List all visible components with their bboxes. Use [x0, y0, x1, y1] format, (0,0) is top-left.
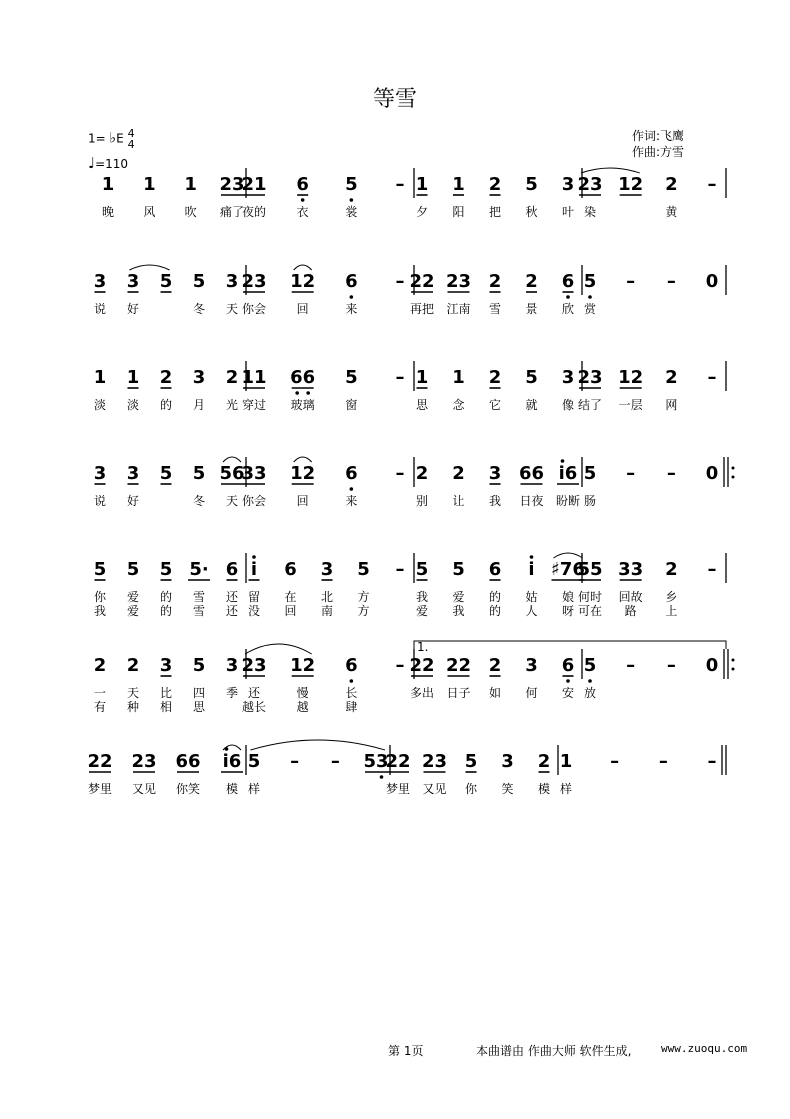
note: – — [610, 751, 620, 772]
note: – — [626, 655, 636, 676]
lyric: 比 — [159, 686, 173, 700]
note: 1 — [559, 751, 573, 772]
note: 5· — [189, 559, 209, 580]
low-octave-dot — [350, 679, 354, 683]
lyric: 别 — [415, 494, 429, 508]
lyric: 像 — [561, 398, 575, 412]
note: 5 — [525, 367, 538, 388]
note: i6 — [222, 751, 242, 772]
lyric: 吹 — [184, 205, 197, 219]
high-octave-dot — [252, 555, 256, 559]
note: – — [666, 463, 676, 484]
note: 1 — [415, 174, 429, 195]
note: 2 — [488, 174, 502, 195]
note: 5 — [159, 559, 173, 580]
lyric: 雪 — [192, 590, 206, 604]
lyric: 模 — [537, 782, 551, 796]
lyric: 穿过 — [241, 398, 267, 412]
lyric: 再把 — [409, 302, 435, 316]
lyric: 天 — [126, 686, 140, 700]
page-number: 第 1页 — [388, 1044, 424, 1058]
note: – — [626, 463, 636, 484]
lyric: 安 — [561, 686, 575, 700]
lyric: 种 — [126, 700, 140, 714]
score-title: 等雪 — [372, 87, 417, 112]
lyric: 冬 — [192, 494, 206, 508]
lyric: 在 — [284, 590, 297, 604]
note: – — [395, 463, 405, 484]
lyric: 还 — [225, 590, 239, 604]
low-octave-dot — [566, 679, 570, 683]
low-octave-dot — [380, 775, 384, 779]
slur — [251, 740, 386, 750]
note: 22 — [445, 655, 472, 676]
lyric: 相 — [159, 700, 173, 714]
lyric: 姑 — [525, 590, 538, 604]
lyric: 黄 — [665, 205, 678, 219]
note: 12 — [290, 655, 316, 676]
note: 22 — [409, 655, 435, 676]
lyric: 梦里 — [385, 782, 411, 796]
lyric: 模 — [225, 782, 239, 796]
lyric: 爱 — [126, 604, 140, 618]
note: 5 — [583, 463, 597, 484]
note: 66 — [518, 463, 545, 484]
lyric: 方 — [357, 604, 370, 618]
lyric: 回故 — [618, 590, 643, 604]
note: 3 — [561, 174, 575, 195]
lyric: 来 — [345, 494, 358, 508]
note: 1 — [415, 367, 429, 388]
note: 2 — [537, 751, 551, 772]
note: 3 — [488, 463, 502, 484]
note: – — [707, 751, 717, 772]
low-octave-dot — [350, 295, 354, 299]
note: 3 — [159, 655, 173, 676]
lyric: 越 — [296, 700, 309, 714]
note: 56 — [219, 463, 245, 484]
note: 23 — [421, 751, 448, 772]
note: 23 — [219, 174, 245, 195]
note: 66 — [290, 367, 316, 388]
note: 12 — [618, 367, 644, 388]
lyric: 还 — [225, 604, 239, 618]
lyric: 它 — [488, 398, 502, 412]
lyric: 念 — [452, 398, 465, 412]
lyric: 如 — [488, 686, 502, 700]
note: 6 — [488, 559, 502, 580]
note: 5 — [192, 463, 206, 484]
lyric: 雪 — [192, 604, 206, 618]
lyric: 慢 — [296, 686, 309, 700]
lyric: 何 — [525, 686, 538, 700]
low-octave-dot — [350, 198, 354, 202]
note: 5 — [192, 655, 206, 676]
key-tonic: E — [116, 131, 124, 146]
lyric: 样 — [559, 782, 573, 796]
note: – — [395, 655, 405, 676]
lyric: 说 — [93, 302, 107, 316]
repeat-dot — [732, 659, 735, 662]
note: i — [250, 559, 258, 580]
slur — [581, 168, 640, 173]
note: – — [707, 174, 717, 195]
lyric: 呀 — [561, 604, 575, 618]
note: 5 — [345, 367, 358, 388]
note: – — [707, 367, 717, 388]
note: 23 — [577, 174, 603, 195]
lyric: 上 — [665, 604, 678, 618]
lyric: 娘 — [561, 590, 575, 604]
note: 2 — [665, 367, 678, 388]
lyric: 我 — [488, 494, 502, 508]
note: 2 — [488, 271, 502, 292]
key-prefix: 1= — [88, 131, 106, 146]
high-octave-dot — [530, 555, 534, 559]
lyric: 把 — [488, 205, 502, 219]
note: – — [395, 271, 405, 292]
lyric: 冬 — [192, 302, 206, 316]
note: ♯76 — [551, 559, 585, 580]
lyric: 说 — [93, 494, 107, 508]
slur — [245, 644, 312, 654]
low-octave-dot — [306, 391, 310, 395]
low-octave-dot — [295, 391, 299, 395]
note: 2 — [159, 367, 173, 388]
lyric: 盼断 — [555, 494, 581, 508]
tempo-value: =110 — [95, 157, 129, 171]
note: 6 — [225, 559, 239, 580]
note: 11 — [241, 367, 267, 388]
lyric: 季 — [225, 686, 239, 700]
lyric: 我 — [93, 604, 107, 618]
note: – — [666, 655, 676, 676]
note: i6 — [558, 463, 578, 484]
lyric: 你会 — [241, 302, 267, 316]
note: 1 — [101, 174, 115, 195]
note: 6 — [345, 271, 358, 292]
lyric: 窗 — [345, 398, 358, 412]
note: – — [395, 367, 405, 388]
lyric: 好 — [126, 302, 140, 316]
lyric: 回 — [296, 494, 309, 508]
note: 6 — [296, 174, 309, 195]
lyric: 思 — [415, 398, 429, 412]
lyric: 人 — [525, 604, 538, 618]
lyric: 淡 — [126, 398, 140, 412]
note: 5 — [93, 559, 107, 580]
lyric: 染 — [583, 205, 597, 219]
lyric: 多出 — [409, 686, 435, 700]
lyric: 的 — [488, 604, 502, 618]
note: – — [658, 751, 668, 772]
note: 3 — [320, 559, 334, 580]
lyric: 让 — [452, 494, 465, 508]
low-octave-dot — [301, 198, 305, 202]
lyric: 风 — [143, 205, 156, 219]
generator-credit: 本曲谱由 作曲大师 软件生成, — [476, 1044, 632, 1058]
note: i — [528, 559, 535, 580]
note: 23 — [241, 271, 267, 292]
lyric: 衣 — [296, 205, 309, 219]
note: – — [707, 559, 717, 580]
note: 5 — [415, 559, 429, 580]
slur — [223, 457, 241, 462]
repeat-dot — [732, 476, 735, 479]
flat-icon: ♭ — [109, 130, 117, 147]
lyric: 南 — [320, 604, 334, 618]
lyric: 裳 — [345, 205, 358, 219]
lyric: 我 — [452, 604, 465, 618]
lyric: 叶 — [561, 205, 575, 219]
low-octave-dot — [350, 487, 354, 491]
note: 1 — [126, 367, 140, 388]
lyric: 笑 — [501, 782, 514, 796]
note: 2 — [488, 367, 502, 388]
note: – — [290, 751, 300, 772]
note: 5 — [452, 559, 465, 580]
lyric: 一层 — [618, 398, 643, 412]
lyricist: 作词:飞鹰 — [632, 129, 685, 143]
note: 2 — [665, 174, 678, 195]
slur — [130, 265, 170, 270]
lyric: 的 — [159, 604, 173, 618]
note: 53 — [363, 751, 389, 772]
note: 12 — [290, 463, 316, 484]
lyric: 夜的 — [241, 205, 267, 219]
note: 5 — [583, 655, 597, 676]
lyric: 你 — [464, 782, 478, 796]
lyric: 可在 — [577, 604, 603, 618]
note: – — [626, 271, 636, 292]
note: 33 — [618, 559, 644, 580]
lyric: 就 — [525, 398, 538, 412]
note: 55 — [577, 559, 603, 580]
note: 23 — [577, 367, 603, 388]
lyric: 爱 — [415, 604, 429, 618]
lyric: 晚 — [101, 205, 115, 219]
note: – — [395, 559, 405, 580]
lyric: 方 — [357, 590, 370, 604]
lyric: 阳 — [452, 205, 465, 219]
note: 22 — [409, 271, 435, 292]
note: 0 — [705, 655, 719, 676]
note: 6 — [345, 655, 358, 676]
lyric: 月 — [192, 398, 206, 412]
note: 1 — [93, 367, 107, 388]
note: 6 — [345, 463, 358, 484]
lyric: 没 — [247, 604, 261, 618]
volta-label: 1. — [417, 640, 429, 654]
note: 22 — [87, 751, 113, 772]
quarter-note-icon: ♩ — [88, 154, 96, 172]
note: – — [395, 174, 405, 195]
note: 23 — [445, 271, 472, 292]
lyric: 赏 — [583, 302, 597, 316]
note: 3 — [225, 655, 239, 676]
lyric: 的 — [488, 590, 502, 604]
note: 2 — [488, 655, 502, 676]
note: 33 — [241, 463, 267, 484]
lyric: 肠 — [583, 494, 597, 508]
low-octave-dot — [588, 679, 592, 683]
lyric: 长 — [345, 686, 358, 700]
lyric: 思 — [192, 700, 206, 714]
lyric: 肆 — [345, 700, 358, 714]
note: 3 — [192, 367, 206, 388]
note: 22 — [385, 751, 411, 772]
repeat-dot — [732, 467, 735, 470]
lyric: 结了 — [577, 398, 603, 412]
note: 23 — [131, 751, 157, 772]
lyric: 乡 — [665, 590, 678, 604]
note: 5 — [159, 463, 173, 484]
lyric: 你 — [93, 590, 107, 604]
lyric: 爱 — [126, 590, 140, 604]
note: 2 — [665, 559, 678, 580]
low-octave-dot — [566, 295, 570, 299]
note: 3 — [501, 751, 514, 772]
note: 2 — [225, 367, 239, 388]
lyric: 日子 — [446, 686, 471, 700]
note: 2 — [93, 655, 107, 676]
note: 12 — [290, 271, 316, 292]
note: 3 — [561, 367, 575, 388]
time-top: 4 — [127, 127, 135, 140]
lyric: 北 — [320, 590, 334, 604]
note: 12 — [618, 174, 644, 195]
lyric: 景 — [525, 302, 538, 316]
lyric: 路 — [624, 604, 637, 618]
lyric: 我 — [415, 590, 429, 604]
note: 5 — [159, 271, 173, 292]
high-octave-dot — [561, 459, 565, 463]
lyric: 欣 — [561, 302, 575, 316]
lyric: 何时 — [577, 590, 603, 604]
note: 1 — [184, 174, 197, 195]
note: 3 — [126, 271, 140, 292]
lyric: 放 — [583, 686, 597, 700]
note: – — [330, 751, 340, 772]
slur — [554, 553, 583, 558]
lyric: 来 — [345, 302, 358, 316]
lyric: 回 — [284, 604, 297, 618]
lyric: 越长 — [241, 700, 267, 714]
low-octave-dot — [588, 295, 592, 299]
note: 2 — [452, 463, 465, 484]
time-bottom: 4 — [127, 138, 135, 151]
lyric: 网 — [665, 398, 678, 412]
composer: 作曲:方雪 — [632, 145, 685, 159]
lyric: 又见 — [131, 782, 157, 796]
note: – — [666, 271, 676, 292]
note: 3 — [525, 655, 538, 676]
slur — [294, 457, 312, 462]
lyric: 秋 — [525, 205, 538, 219]
lyric: 有 — [93, 700, 107, 714]
note: 1 — [452, 367, 465, 388]
note: 21 — [241, 174, 267, 195]
note: 5 — [357, 559, 370, 580]
note: 5 — [192, 271, 206, 292]
note: 66 — [175, 751, 201, 772]
slur — [294, 265, 312, 270]
lyric: 天 — [225, 302, 239, 316]
volta-bracket — [414, 641, 726, 649]
note: 5 — [525, 174, 538, 195]
lyric: 你会 — [241, 494, 267, 508]
note: 3 — [126, 463, 140, 484]
lyric: 四 — [192, 686, 206, 700]
note: 0 — [705, 271, 719, 292]
note: 6 — [561, 271, 575, 292]
note: 5 — [247, 751, 261, 772]
lyric: 还 — [247, 686, 261, 700]
note: 0 — [705, 463, 719, 484]
lyric: 又见 — [422, 782, 447, 796]
lyric: 的 — [159, 398, 173, 412]
lyric: 日夜 — [519, 494, 544, 508]
note: 5 — [583, 271, 597, 292]
note: 3 — [225, 271, 239, 292]
lyric: 爱 — [452, 590, 465, 604]
lyric: 回 — [296, 302, 309, 316]
lyric: 梦里 — [87, 782, 113, 796]
note: 23 — [241, 655, 267, 676]
note: 2 — [415, 463, 429, 484]
note: 6 — [561, 655, 575, 676]
lyric: 玻璃 — [290, 398, 315, 412]
lyric: 好 — [126, 494, 140, 508]
note: 2 — [126, 655, 140, 676]
lyric: 样 — [247, 782, 261, 796]
note: 1 — [452, 174, 465, 195]
note: 1 — [143, 174, 156, 195]
repeat-dot — [732, 668, 735, 671]
note: 5 — [345, 174, 358, 195]
note: 5 — [126, 559, 140, 580]
lyric: 光 — [225, 398, 239, 412]
generator-site: www.zuoqu.com — [661, 1042, 748, 1055]
note: 3 — [93, 463, 107, 484]
note: 6 — [284, 559, 297, 580]
note: 3 — [93, 271, 107, 292]
lyric: 的 — [159, 590, 173, 604]
lyric: 雪 — [488, 302, 502, 316]
note: 2 — [525, 271, 538, 292]
note: 5 — [464, 751, 478, 772]
lyric: 淡 — [93, 398, 107, 412]
lyric: 天 — [225, 494, 239, 508]
lyric: 你笑 — [175, 782, 201, 796]
lyric: 夕 — [415, 205, 429, 219]
lyric: 一 — [93, 686, 107, 700]
lyric: 留 — [247, 590, 261, 604]
lyric: 江南 — [446, 302, 471, 316]
lyric: 痛了 — [219, 205, 245, 219]
